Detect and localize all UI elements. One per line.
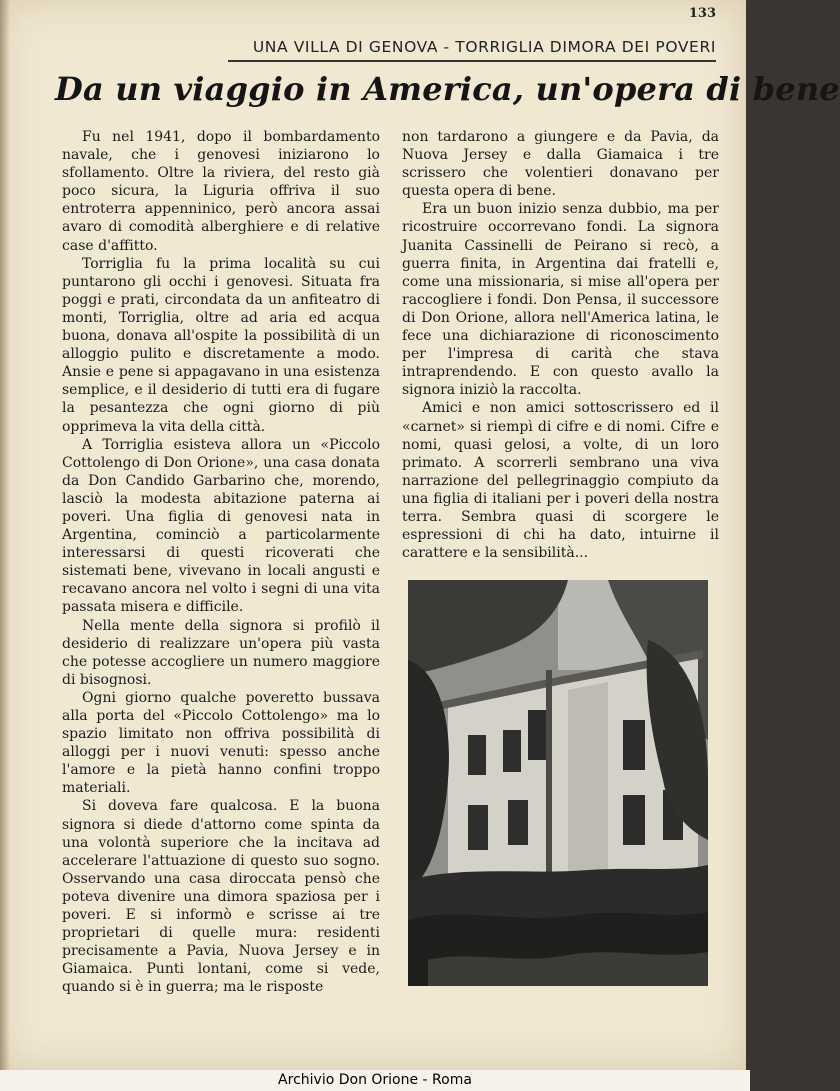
paragraph: Fu nel 1941, dopo il bombardamento navale, che i genovesi iniziarono lo sfollamento. Oltre la riviera, del resto già poco sicura, la Liguria offriva il suo entroterra appenninico, però ancora assai avaro di comodità alberghiere e di relative case d'affitto. <box>62 129 380 254</box>
villa-photo-image <box>408 580 708 986</box>
header-rule <box>228 60 716 62</box>
archive-footer: Archivio Don Orione - Roma <box>278 1072 472 1088</box>
page-number: 133 <box>688 6 716 21</box>
villa-photo <box>408 580 708 986</box>
article-column-right <box>402 128 719 562</box>
paragraph: Nella mente della signora si profilò il desiderio di realizzare un'opera più vasta che potesse accogliere un numero maggiore di bisognosi. <box>62 617 380 688</box>
running-header: UNA VILLA DI GENOVA - TORRIGLIA DIMORA DEI POVERI <box>252 38 716 56</box>
paragraph: Si doveva fare qualcosa. E la buona signora si diede d'attorno come spinta da una volontà superiore che la incitava ad accelerare l'attuazione di questo suo sogno. Osservando una casa diroccata pensò che poteva divenire una dimora spaziosa per i poveri. E si informò e scrisse ai tre proprietari di quelle mura: residenti precisamente a Pavia, Nuova Jersey e in Giamaica. Punti lontani, come si vede, quando si è in guerra; ma le risposte <box>62 798 380 996</box>
article-headline: Da un viaggio in America, un'opera di bene <box>55 70 840 108</box>
article-column-left <box>62 128 380 997</box>
paragraph: Amici e non amici sottoscrissero ed il «carnet» si riempì di cifre e di nomi. Cifre e nomi, quasi gelosi, a volte, di un loro primato. A scorrerli sembrano una viva narrazione del pellegrinaggio compiuto da una figlia di italiani per i poveri della nostra terra. Sembra quasi di scorgere le espressioni di chi ha dato, intuirne il carattere e la sensibilità... <box>402 400 719 562</box>
binding-shadow <box>0 0 10 1070</box>
paragraph: Era un buon inizio senza dubbio, ma per ricostruire occorrevano fondi. La signora Juanita Cassinelli de Peirano si recò, a guerra finita, in Argentina dai fratelli e, come una missionaria, si mise all'opera per raccogliere i fondi. Don Pensa, il successore di Don Orione, allora nell'America latina, le fece una dichiarazione di riconoscimento per l'impresa di carità che stava intraprendendo. E con questo avallo la signora iniziò la raccolta. <box>402 201 719 399</box>
paragraph: non tardarono a giungere e da Pavia, da Nuova Jersey e dalla Giamaica i tre scrissero che volentieri donavano per questa opera di bene. <box>402 129 719 200</box>
paragraph: Ogni giorno qualche poveretto bussava alla porta del «Piccolo Cottolengo» ma lo spazio limitato non offriva possibilità di alloggi per i nuovi venuti: spesso anche l'amore e la pietà hanno confini troppo materiali. <box>62 689 380 797</box>
paragraph: A Torriglia esisteva allora un «Piccolo Cottolengo di Don Orione», una casa donata da Don Candido Garbarino che, morendo, lasciò la modesta abitazione paterna ai poveri. Una figlia di genovesi nata in Argentina, cominciò a particolarmente interessarsi di questi ricoverati che sistemati bene, vivevano in locali angusti e recavano ancora nel volto i segni di una vita passata misera e difficile. <box>62 436 380 616</box>
paragraph: Torriglia fu la prima località su cui puntarono gli occhi i genovesi. Situata fra poggi e prati, circondata da un anfiteatro di monti, Torriglia, oltre ad aria ed acqua buona, donava all'ospite la possibilità di un alloggio pulito e discretamente a modo. Ansie e pene si appagavano in una esistenza semplice, e il desiderio di tutti era di fugare la pesantezza che ogni giorno di più opprimeva la vita della città. <box>62 255 380 435</box>
